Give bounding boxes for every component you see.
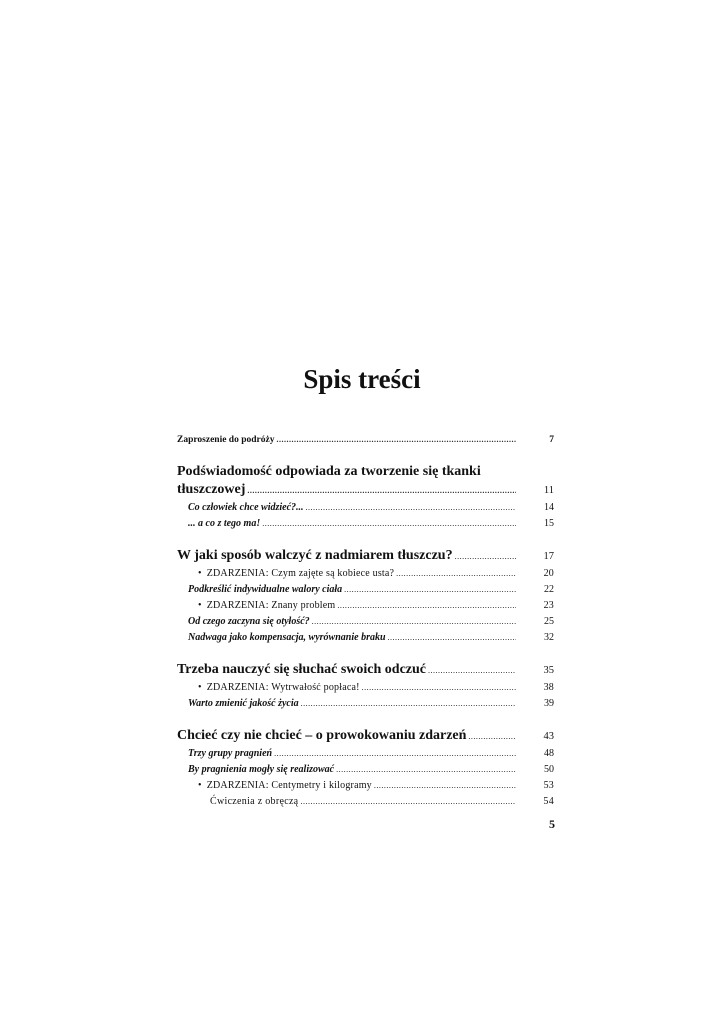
dot-leader: [337, 598, 516, 614]
toc-entry-page: 20: [543, 568, 554, 579]
toc-entry-page: 14: [544, 502, 554, 513]
toc-entry-title: ZDARZENIA: Czym zajęte są kobiece usta?: [206, 568, 395, 579]
dot-leader: [306, 500, 516, 516]
dot-leader: [362, 680, 516, 696]
toc-subentry: [177, 630, 554, 646]
dot-leader: [274, 746, 516, 762]
toc-subentry: [177, 746, 554, 762]
toc-chapter-2: [177, 547, 554, 566]
toc-subentry: [177, 582, 554, 598]
chapter-title: tłuszczowej: [177, 482, 246, 497]
toc-entry-page: 48: [544, 748, 554, 759]
page-number: 5: [549, 817, 555, 831]
toc-event-entry: [177, 680, 554, 696]
dot-leader: [247, 482, 516, 500]
toc-entry-title: Co człowiek chce widzieć?...: [188, 502, 304, 513]
toc-entry-title: Zaproszenie do podróży: [177, 435, 275, 445]
bullet-icon: •: [198, 780, 202, 791]
dot-leader: [344, 582, 516, 598]
toc-entry-page: 43: [543, 731, 554, 742]
toc-subentry: [177, 696, 554, 712]
toc-plain-entry: [177, 794, 554, 810]
toc-entry-title: Nadwaga jako kompensacja, wyrównanie braku: [188, 632, 386, 643]
chapter-title: Trzeba nauczyć się słuchać swoich odczuć: [177, 662, 426, 677]
toc-entry-page: 54: [543, 796, 554, 807]
dot-leader: [300, 794, 516, 810]
toc-entry-title: ZDARZENIA: Centymetry i kilogramy: [206, 780, 372, 791]
toc-entry-page: 15: [544, 518, 554, 529]
toc-entry-page: 22: [544, 584, 554, 595]
dot-leader: [455, 548, 516, 566]
toc-entry-page: 32: [544, 632, 554, 643]
chapter-title: Chcieć czy nie chcieć – o prowokowaniu zdarzeń: [177, 728, 467, 743]
toc-entry-title: By pragnienia mogły się realizować: [188, 764, 335, 775]
toc-entry-page: 11: [543, 485, 554, 496]
toc-entry-page: 7: [549, 435, 554, 445]
chapter-title-line: Podświadomość odpowiada za tworzenie się tkanki: [177, 464, 481, 479]
toc-entry-page: 50: [544, 764, 554, 775]
toc-chapter-1: [177, 481, 554, 500]
dot-leader: [388, 630, 516, 646]
toc-entry-page: 17: [543, 551, 554, 562]
toc-entry-title: Warto zmienić jakość życia: [188, 698, 299, 709]
toc-entry-title: ZDARZENIA: Wytrwałość popłaca!: [206, 682, 360, 693]
toc-entry-page: 35: [543, 665, 554, 676]
toc-entry-page: 38: [543, 682, 554, 693]
page-title: Spis treści: [303, 364, 421, 394]
toc-subentry: [177, 516, 554, 532]
bullet-icon: •: [198, 600, 202, 611]
bullet-icon: •: [198, 682, 202, 693]
dot-leader: [396, 566, 516, 582]
dot-leader: [374, 778, 516, 794]
bullet-icon: •: [198, 568, 202, 579]
toc-chapter-4: [177, 727, 554, 746]
toc-entry-title: Od czego zaczyna się otyłość?: [188, 616, 310, 627]
dot-leader: [336, 762, 516, 778]
toc-subentry: [177, 762, 554, 778]
toc-entry-title: ZDARZENIA: Znany problem: [206, 600, 336, 611]
dot-leader: [312, 614, 516, 630]
dot-leader: [301, 696, 516, 712]
toc-subentry: [177, 500, 554, 516]
toc-entry-page: 39: [544, 698, 554, 709]
toc-chapter-3: [177, 661, 554, 680]
toc-entry-title: Trzy grupy pragnień: [188, 748, 273, 759]
toc-event-entry: [177, 598, 554, 614]
toc-entry-page: 23: [543, 600, 554, 611]
dot-leader: [276, 432, 516, 448]
toc-event-entry: [177, 566, 554, 582]
toc-entry-page: 53: [543, 780, 554, 791]
toc-entry-title: ... a co z tego ma!: [188, 518, 261, 529]
dot-leader: [262, 516, 516, 532]
toc-event-entry: [177, 778, 554, 794]
toc-entry-title: Ćwiczenia z obręczą: [210, 796, 299, 807]
dot-leader: [428, 662, 516, 680]
toc-entry-intro: [177, 432, 554, 448]
chapter-title: W jaki sposób walczyć z nadmiarem tłuszczu?: [177, 548, 453, 563]
table-of-contents: [177, 432, 554, 810]
toc-subentry: [177, 614, 554, 630]
dot-leader: [468, 728, 516, 746]
toc-entry-title: Podkreślić indywidualne walory ciała: [188, 584, 343, 595]
toc-entry-page: 25: [544, 616, 554, 627]
